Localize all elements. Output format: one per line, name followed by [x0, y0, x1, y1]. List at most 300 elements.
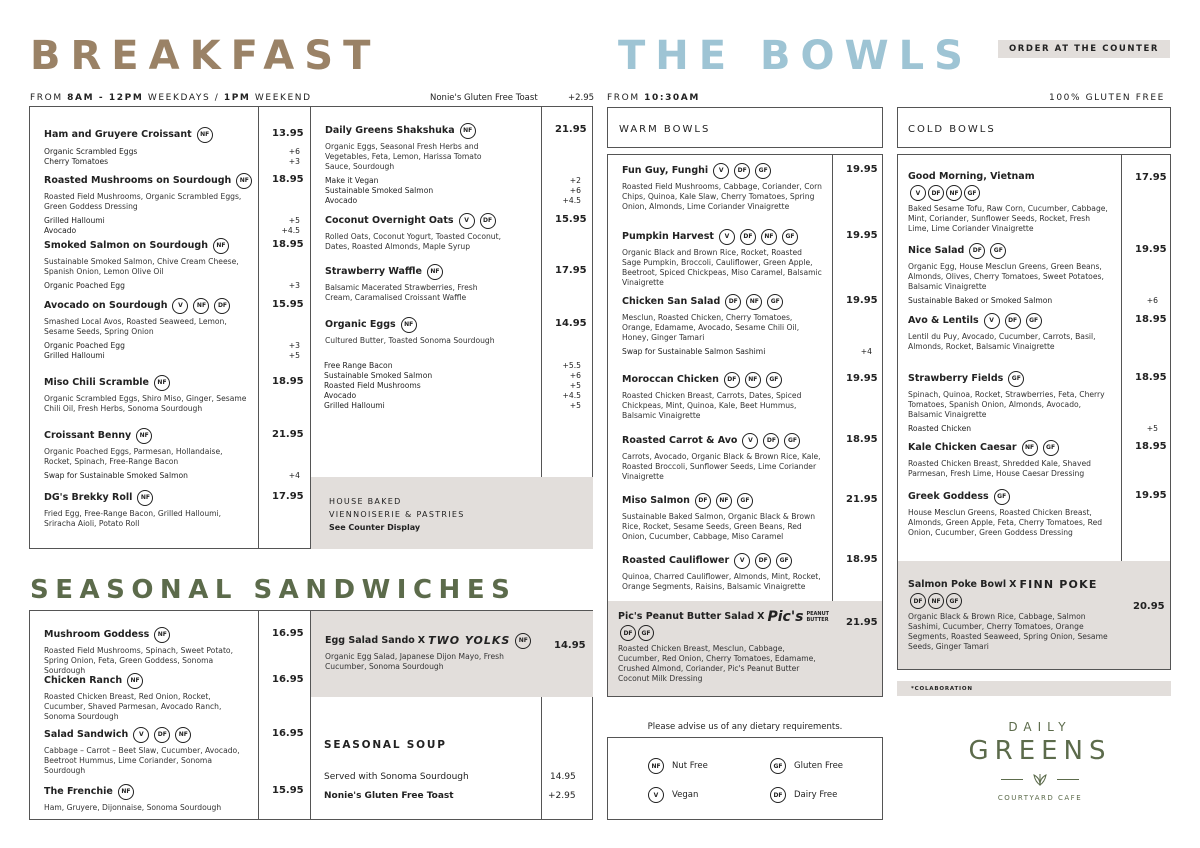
breakfast-left-prices — [258, 107, 310, 548]
menu-item — [325, 264, 527, 303]
item-description: Roasted Chicken Breast, Mesclun, Cabbage, Cucumber, Red Onion, Cherry Tomatoes, Edamame, Crushed Almond, Coriander, Pic's Peanut Butter Coconut Milk Dressing — [618, 644, 816, 683]
item-description: Roasted Field Mushrooms, Organic Scrambled Eggs, Green Goddess Dressing — [44, 192, 242, 211]
item-description: Roasted Chicken Breast, Red Onion, Rocket, Cucumber, Shaved Parmesan, Avocado Ranch, Sonoma Sourdough — [44, 692, 222, 721]
item-description: Baked Sesame Tofu, Raw Corn, Cucumber, Cabbage, Mint, Coriander, Sunflower Seeds, Rocket, Fresh Lime, Lime Coriander Vinaigrette — [908, 204, 1108, 233]
pics-item — [618, 609, 830, 684]
item-name — [622, 433, 818, 449]
bowls-hours — [607, 93, 700, 103]
df-badge-icon: DF — [480, 213, 496, 229]
item-name-text: Roasted Carrot & Avo — [622, 435, 738, 446]
breakfast-hours — [30, 93, 312, 103]
nf-badge-icon: NF — [401, 317, 417, 333]
item-name — [44, 490, 244, 506]
hours-mid: WEEKDAYS / — [143, 93, 224, 103]
pastries-text — [329, 495, 465, 534]
gf-badge-icon: GF — [767, 294, 783, 310]
df-badge-icon: DF — [969, 243, 985, 259]
pics-badges — [618, 625, 818, 641]
breakfast-menu — [29, 106, 593, 549]
item-description: Balsamic Macerated Strawberries, Fresh Cream, Caramalised Croissant Waffle — [325, 283, 478, 302]
menu-item — [622, 493, 818, 542]
item-description: Roasted Field Mushrooms, Spinach, Sweet Potato, Spring Onion, Feta, Green Goddess, Sonoma Sourdough — [44, 646, 233, 675]
item-price: 16.95 — [272, 628, 304, 639]
v-label: Vegan — [672, 790, 699, 800]
item-description: Organic Poached Eggs, Parmesan, Hollandaise, Rocket, Spinach, Free-Range Bacon — [44, 447, 223, 466]
pastries-line1: HOUSE BAKED — [329, 497, 402, 506]
logo-greens: GREENS — [968, 736, 1112, 766]
addon-name: Organic Poached Egg — [44, 341, 125, 350]
item-description: Sustainable Baked Salmon, Organic Black & Brown Rice, Rocket, Sesame Seeds, Green Beans, Red Onion, Cucumber, Cabbage, Miso Caramel — [622, 512, 816, 541]
item-price: 20.95 — [1133, 601, 1165, 612]
nf-badge-icon: NF — [127, 673, 143, 689]
item-name-text: Chicken San Salad — [622, 296, 721, 307]
dietary-legend — [607, 737, 883, 820]
addon-price: +4 — [288, 471, 300, 480]
item-name-text: Kale Chicken Caesar — [908, 442, 1017, 453]
legend-gluten-free — [768, 758, 843, 774]
addon-price: +3 — [288, 281, 300, 290]
item-description: Carrots, Avocado, Organic Black & Brown Rice, Kale, Roasted Broccoli, Sunflower Seeds, Lime Coriander Vinaigrette — [622, 452, 821, 481]
addon-name: Make it Vegan — [325, 176, 379, 185]
addon-price: +4.5 — [562, 196, 581, 205]
item-addons — [44, 281, 300, 291]
nf-badge-icon: NF — [746, 294, 762, 310]
breakfast-extras — [324, 361, 579, 411]
soup-price1: 14.95 — [550, 772, 576, 782]
finn-poke-logo: FINN POKE — [1019, 578, 1098, 591]
menu-item — [908, 313, 1107, 352]
df-badge-icon: DF — [763, 433, 779, 449]
item-description: Sustainable Smoked Salmon, Chive Cream Cheese, Spanish Onion, Lemon Olive Oil — [44, 257, 239, 276]
item-name — [908, 171, 1107, 183]
sandwich-prices — [258, 611, 310, 819]
item-name-text: Greek Goddess — [908, 491, 989, 502]
item-description: Cabbage – Carrot – Beet Slaw, Cucumber, Avocado, Beetroot Hummus, Lime Coriander, Sonoma Sourdough — [44, 746, 240, 775]
nf-badge-icon: NF — [154, 375, 170, 391]
item-name-text: Strawberry Fields — [908, 373, 1004, 384]
bowls-hours-prefix: FROM — [607, 93, 645, 103]
item-price: 19.95 — [846, 164, 878, 175]
nf-badge-icon: NF — [946, 185, 962, 201]
nf-badge-icon: NF — [175, 727, 191, 743]
df-badge-icon: DF — [910, 593, 926, 609]
nf-badge-icon: NF — [928, 593, 944, 609]
cold-bowls-header — [897, 107, 1171, 148]
item-price: 17.95 — [555, 265, 587, 276]
nf-badge-icon: NF — [236, 173, 252, 189]
gf-badge-icon: GF — [737, 493, 753, 509]
item-name — [908, 371, 1107, 387]
gf-toast-note: Nonie's Gluten Free Toast — [430, 93, 538, 103]
item-name-text: Fun Guy, Funghi — [622, 165, 709, 176]
item-price: 15.95 — [555, 214, 587, 225]
item-badges — [908, 185, 1107, 201]
pics-sub2: BUTTER — [806, 617, 829, 623]
extra-name: Free Range Bacon — [324, 361, 393, 370]
item-description: Roasted Chicken Breast, Shredded Kale, Shaved Parmesan, Fresh Lime, House Caesar Dressing — [908, 459, 1091, 478]
item-description: Mesclun, Roasted Chicken, Cherry Tomatoes, Orange, Edamame, Avocado, Sesame Chili Oil, Honey, Ginger Tamari — [622, 313, 800, 342]
legend-nut-free — [646, 758, 708, 774]
nf-badge-icon: NF — [1022, 440, 1038, 456]
item-name — [622, 294, 818, 310]
addon-name: Organic Scrambled Eggs — [44, 147, 138, 156]
item-name-text: Salad Sandwich — [44, 729, 129, 740]
gf-badge-icon: GF — [1026, 313, 1042, 329]
gf-badge-icon: GF — [782, 229, 798, 245]
item-name-text: The Frenchie — [44, 786, 113, 797]
item-name-text: Miso Salmon — [622, 495, 690, 506]
addon-price: +3 — [288, 157, 300, 166]
item-name — [908, 440, 1107, 456]
item-name-text: Roasted Mushrooms on Sourdough — [44, 175, 232, 186]
addon-price: +4.5 — [281, 226, 300, 235]
v-badge-icon: V — [742, 433, 758, 449]
item-name — [908, 313, 1107, 329]
item-price: 15.95 — [272, 299, 304, 310]
warm-bowls-prices — [832, 155, 882, 696]
item-name — [622, 493, 818, 509]
item-name-text: Avo & Lentils — [908, 315, 979, 326]
pics-logo: Pic's — [767, 609, 804, 625]
item-name-text: DG's Brekky Roll — [44, 492, 133, 503]
item-price: 21.95 — [846, 494, 878, 505]
extra-name: Avocado — [324, 391, 357, 400]
nf-badge-icon: NF — [761, 229, 777, 245]
two-yolks-logo: TWO YOLKS — [428, 634, 511, 647]
extra-row — [324, 391, 581, 401]
nf-badge-icon: NF — [118, 784, 134, 800]
item-price: 18.95 — [846, 434, 878, 445]
item-description: House Mesclun Greens, Roasted Chicken Breast, Almonds, Green Apple, Feta, Cherry Tomatoes, Red Onion, Cucumber, Green Goddess Dressing — [908, 508, 1103, 537]
v-badge-icon: V — [172, 298, 188, 314]
item-addons — [325, 176, 581, 206]
item-price: 18.95 — [1135, 441, 1167, 452]
gluten-free-note: 100% GLUTEN FREE — [1049, 93, 1165, 103]
nf-badge-icon: NF — [515, 633, 531, 649]
gf-badge-icon: GF — [946, 593, 962, 609]
item-price: 21.95 — [846, 617, 878, 628]
item-price: 18.95 — [1135, 372, 1167, 383]
sandwich-list — [30, 611, 258, 819]
df-badge-icon: DF — [928, 185, 944, 201]
menu-item — [622, 553, 821, 592]
extra-price: +4.5 — [562, 391, 581, 400]
warm-bowls-title: WARM BOWLS — [619, 124, 711, 135]
nf-badge-icon: NF — [193, 298, 209, 314]
gf-badge-icon: GF — [1043, 440, 1059, 456]
nf-badge-icon: NF — [154, 627, 170, 643]
item-name — [622, 553, 818, 569]
menu-item — [622, 372, 818, 421]
menu-item — [44, 627, 244, 676]
nf-badge-icon: NF — [460, 123, 476, 139]
nf-badge-icon: NF — [745, 372, 761, 388]
item-name — [325, 633, 579, 649]
extra-name: Roasted Field Mushrooms — [324, 381, 421, 390]
df-label: Dairy Free — [794, 790, 838, 800]
addon-price: +4 — [860, 347, 872, 356]
item-addons — [44, 216, 300, 236]
menu-item — [908, 440, 1107, 479]
item-name-text: Croissant Benny — [44, 430, 132, 441]
addon-price: +5 — [288, 351, 300, 360]
menu-item — [325, 317, 527, 346]
gf-badge-icon: GF — [784, 433, 800, 449]
addon-name: Swap for Sustainable Smoked Salmon — [44, 471, 188, 480]
poke-item — [908, 579, 1107, 652]
sandwiches-menu — [29, 610, 593, 820]
menu-item — [622, 229, 822, 288]
gf-badge-icon: GF — [990, 243, 1006, 259]
collab-note: *COLABORATION — [897, 681, 1171, 696]
item-name-text: Avocado on Sourdough — [44, 300, 168, 311]
df-badge-icon: DF — [734, 163, 750, 179]
bowls-title: THE BOWLS — [618, 33, 973, 79]
gf-toast-price: +2.95 — [568, 93, 595, 103]
menu-item — [44, 490, 244, 529]
item-description: Organic Egg Salad, Japanese Dijon Mayo, Fresh Cucumber, Sonoma Sourdough — [325, 652, 504, 671]
seasonal-soup — [324, 739, 579, 751]
addon-price: +6 — [1146, 296, 1158, 305]
item-price: 14.95 — [555, 318, 587, 329]
warm-bowls-header — [607, 107, 883, 148]
gf-badge-icon: GF — [964, 185, 980, 201]
item-price: 16.95 — [272, 674, 304, 685]
item-price: 19.95 — [1135, 490, 1167, 501]
item-description: Quinoa, Charred Cauliflower, Almonds, Mint, Rocket, Orange Segments, Raisins, Balsamic Vinaigrette — [622, 572, 821, 591]
item-description: Lentil du Puy, Avocado, Cucumber, Carrots, Basil, Almonds, Rocket, Balsamic Vinaigrette — [908, 332, 1096, 351]
extra-price: +5 — [569, 381, 581, 390]
addon-name: Sustainable Smoked Salmon — [325, 186, 434, 195]
item-price: 19.95 — [846, 295, 878, 306]
item-description: Organic Black and Brown Rice, Rocket, Roasted Sage Pumpkin, Broccoli, Cauliflower, Green Apple, Beetroot, Spiced Chickpeas, Miso Caramel, Balsamic Vinaigrette — [622, 248, 822, 287]
soup-price2: +2.95 — [548, 791, 576, 801]
extra-name: Grilled Halloumi — [324, 401, 385, 410]
extra-price: +5 — [569, 401, 581, 410]
item-name-text: Mushroom Goddess — [44, 629, 150, 640]
item-name — [44, 127, 244, 143]
item-addons — [44, 341, 300, 361]
egg-sando-item — [325, 633, 579, 672]
df-badge-icon: DF — [725, 294, 741, 310]
item-price: 16.95 — [272, 728, 304, 739]
v-badge-icon: V — [910, 185, 926, 201]
menu-item — [908, 171, 1107, 234]
item-price: 15.95 — [272, 785, 304, 796]
item-name — [44, 298, 244, 314]
addon-price: +3 — [288, 341, 300, 350]
item-price: 21.95 — [555, 124, 587, 135]
item-price: 18.95 — [1135, 314, 1167, 325]
item-name-text: Roasted Cauliflower — [622, 555, 730, 566]
item-name — [618, 609, 830, 625]
item-name-text: Nice Salad — [908, 245, 965, 256]
v-badge-icon: V — [459, 213, 475, 229]
item-name-text: Egg Salad Sando — [325, 635, 415, 646]
warm-bowls-menu — [607, 154, 883, 697]
item-addons — [908, 296, 1158, 306]
extra-name: Sustainable Smoked Salmon — [324, 371, 433, 380]
menu-item — [44, 673, 244, 722]
cold-bowls-menu — [897, 154, 1171, 670]
addon-name: Organic Poached Egg — [44, 281, 125, 290]
item-name-text: Daily Greens Shakshuka — [325, 125, 455, 136]
v-badge-icon: V — [713, 163, 729, 179]
menu-item — [908, 489, 1107, 538]
legend-vegan — [646, 787, 698, 803]
addon-name: Grilled Halloumi — [44, 216, 105, 225]
item-addons — [908, 424, 1158, 434]
collab-x: X — [417, 635, 426, 646]
item-name — [325, 317, 527, 333]
item-price: 14.95 — [554, 640, 586, 651]
df-badge-icon: DF — [620, 625, 636, 641]
item-name-text: Strawberry Waffle — [325, 266, 422, 277]
soup-title: SEASONAL SOUP — [324, 739, 447, 751]
item-name — [44, 784, 244, 800]
item-name — [44, 428, 244, 444]
item-price: 21.95 — [272, 429, 304, 440]
hours-prefix: FROM — [30, 93, 68, 103]
item-addons — [622, 347, 872, 357]
item-description: Smashed Local Avos, Roasted Seaweed, Lemon, Sesame Seeds, Spring Onion — [44, 317, 227, 336]
df-badge-icon: DF — [1005, 313, 1021, 329]
item-name-text: Good Morning, Vietnam — [908, 171, 1035, 182]
cold-bowls-prices — [1121, 155, 1170, 669]
logo-cafe: COURTYARD CAFE — [997, 794, 1083, 802]
nf-badge-icon: NF — [213, 238, 229, 254]
menu-item — [325, 213, 527, 252]
gf-badge-icon: GF — [1008, 371, 1024, 387]
item-description: Rolled Oats, Coconut Yogurt, Toasted Coconut, Dates, Roasted Almonds, Maple Syrup — [325, 232, 501, 251]
logo-daily: DAILY — [1008, 720, 1072, 734]
pastries-line2: VIENNOISERIE & PASTRIES — [329, 510, 465, 519]
item-name — [622, 163, 818, 179]
gf-badge-icon: GF — [766, 372, 782, 388]
extra-row — [324, 371, 581, 381]
menu-item — [44, 727, 244, 776]
item-description: Cultured Butter, Toasted Sonoma Sourdough — [325, 336, 495, 345]
gf-badge-icon: GF — [994, 489, 1010, 505]
menu-item — [44, 375, 247, 414]
addon-name: Roasted Chicken — [908, 424, 972, 433]
hours-suffix: WEEKEND — [250, 93, 312, 103]
nf-label: Nut Free — [672, 761, 708, 771]
item-price: 18.95 — [846, 554, 878, 565]
soup-line1: Served with Sonoma Sourdough — [324, 772, 469, 782]
collab-x: X — [757, 611, 765, 622]
item-price: 18.95 — [272, 239, 304, 250]
item-description: Spinach, Quinoa, Rocket, Strawberries, Feta, Cherry Tomatoes, Spanish Onion, Almonds, Avocado, Balsamic Vinaigrette — [908, 390, 1105, 419]
df-badge-icon: DF — [154, 727, 170, 743]
item-name — [908, 243, 1107, 259]
gf-badge-icon: GF — [770, 758, 786, 774]
item-name — [44, 375, 244, 391]
item-price: 19.95 — [846, 373, 878, 384]
extra-price: +5.5 — [562, 361, 581, 370]
v-badge-icon: V — [719, 229, 735, 245]
item-name — [622, 229, 818, 245]
pics-sub1: PEANUT — [806, 611, 830, 617]
v-badge-icon: V — [648, 787, 664, 803]
bowls-time: 10:30AM — [644, 93, 700, 103]
addon-name: Avocado — [325, 196, 358, 205]
gf-badge-icon: GF — [638, 625, 654, 641]
addon-name: Cherry Tomatoes — [44, 157, 109, 166]
item-name-text: Coconut Overnight Oats — [325, 215, 454, 226]
item-price: 18.95 — [272, 376, 304, 387]
nf-badge-icon: NF — [197, 127, 213, 143]
item-addons — [44, 147, 300, 167]
addon-price: +5 — [1146, 424, 1158, 433]
item-description: Roasted Field Mushrooms, Cabbage, Coriander, Corn Chips, Quinoa, Kale Slaw, Cherry Tomatoes, Spring Onion, Almonds, Lime Coriander Vinaigrette — [622, 182, 822, 211]
item-name-text: Pumpkin Harvest — [622, 231, 714, 242]
nf-badge-icon: NF — [137, 490, 153, 506]
weekday-hours: 8AM - 12PM — [67, 93, 144, 103]
egg-sando — [311, 611, 593, 697]
item-description: Organic Scrambled Eggs, Shiro Miso, Ginger, Sesame Chili Oil, Fresh Herbs, Sonoma Sourdough — [44, 394, 247, 413]
sandwiches-title: SEASONAL SANDWICHES — [30, 575, 517, 605]
addon-name: Avocado — [44, 226, 77, 235]
leaf-icon — [940, 772, 1140, 786]
item-description: Organic Egg, House Mesclun Greens, Green Beans, Almonds, Olives, Cherry Tomatoes, Sweet Potatoes, Balsamic Vinaigrette — [908, 262, 1104, 291]
daily-greens-logo — [940, 720, 1140, 802]
pastries-line3: See Counter Display — [329, 523, 421, 532]
breakfast-title: BREAKFAST — [30, 33, 381, 79]
addon-price: +6 — [288, 147, 300, 156]
nf-badge-icon: NF — [136, 428, 152, 444]
item-description: Roasted Chicken Breast, Carrots, Dates, Spiced Chickpeas, Mint, Quinoa, Kale, Beet Hummus, Balsamic Vinaigrette — [622, 391, 802, 420]
addon-name: Grilled Halloumi — [44, 351, 105, 360]
item-name-text: Pic's Peanut Butter Salad — [618, 611, 755, 622]
item-name-text: Moroccan Chicken — [622, 374, 719, 385]
item-description: Organic Black & Brown Rice, Cabbage, Salmon Sashimi, Cucumber, Cherry Tomatoes, Orange Segments, Roasted Seaweed, Spring Onion, Sesame Seeds, Ginger Tamari — [908, 612, 1108, 651]
menu-item — [622, 163, 822, 212]
item-name — [325, 213, 527, 229]
extra-price: +6 — [569, 371, 581, 380]
item-name-text: Salmon Poke Bowl — [908, 579, 1007, 590]
item-name — [44, 627, 244, 643]
addon-price: +5 — [288, 216, 300, 225]
item-price: 18.95 — [272, 174, 304, 185]
poke-badges — [908, 593, 1107, 609]
addon-name: Sustainable Baked or Smoked Salmon — [908, 296, 1053, 305]
extra-row — [324, 361, 581, 371]
addon-price: +2 — [569, 176, 581, 185]
item-name — [44, 238, 244, 254]
item-name — [622, 372, 818, 388]
nf-badge-icon: NF — [716, 493, 732, 509]
item-price: 17.95 — [1135, 172, 1167, 183]
df-badge-icon: DF — [770, 787, 786, 803]
item-price: 19.95 — [846, 230, 878, 241]
dietary-advice: Please advise us of any dietary requirements. — [647, 722, 843, 732]
pics-logo-sub — [806, 611, 829, 623]
nf-badge-icon: NF — [648, 758, 664, 774]
item-price: 19.95 — [1135, 244, 1167, 255]
item-description: Organic Eggs, Seasonal Fresh Herbs and Vegetables, Feta, Lemon, Harissa Tomato Sauce, Sourdough — [325, 142, 482, 171]
soup-line2: Nonie's Gluten Free Toast — [324, 791, 454, 801]
item-price: 17.95 — [272, 491, 304, 502]
df-badge-icon: DF — [724, 372, 740, 388]
menu-item — [44, 784, 244, 813]
df-badge-icon: DF — [740, 229, 756, 245]
item-price: 13.95 — [272, 128, 304, 139]
v-badge-icon: V — [734, 553, 750, 569]
item-name-text: Ham and Gruyere Croissant — [44, 129, 192, 140]
item-name — [44, 173, 249, 189]
item-name — [325, 264, 527, 280]
